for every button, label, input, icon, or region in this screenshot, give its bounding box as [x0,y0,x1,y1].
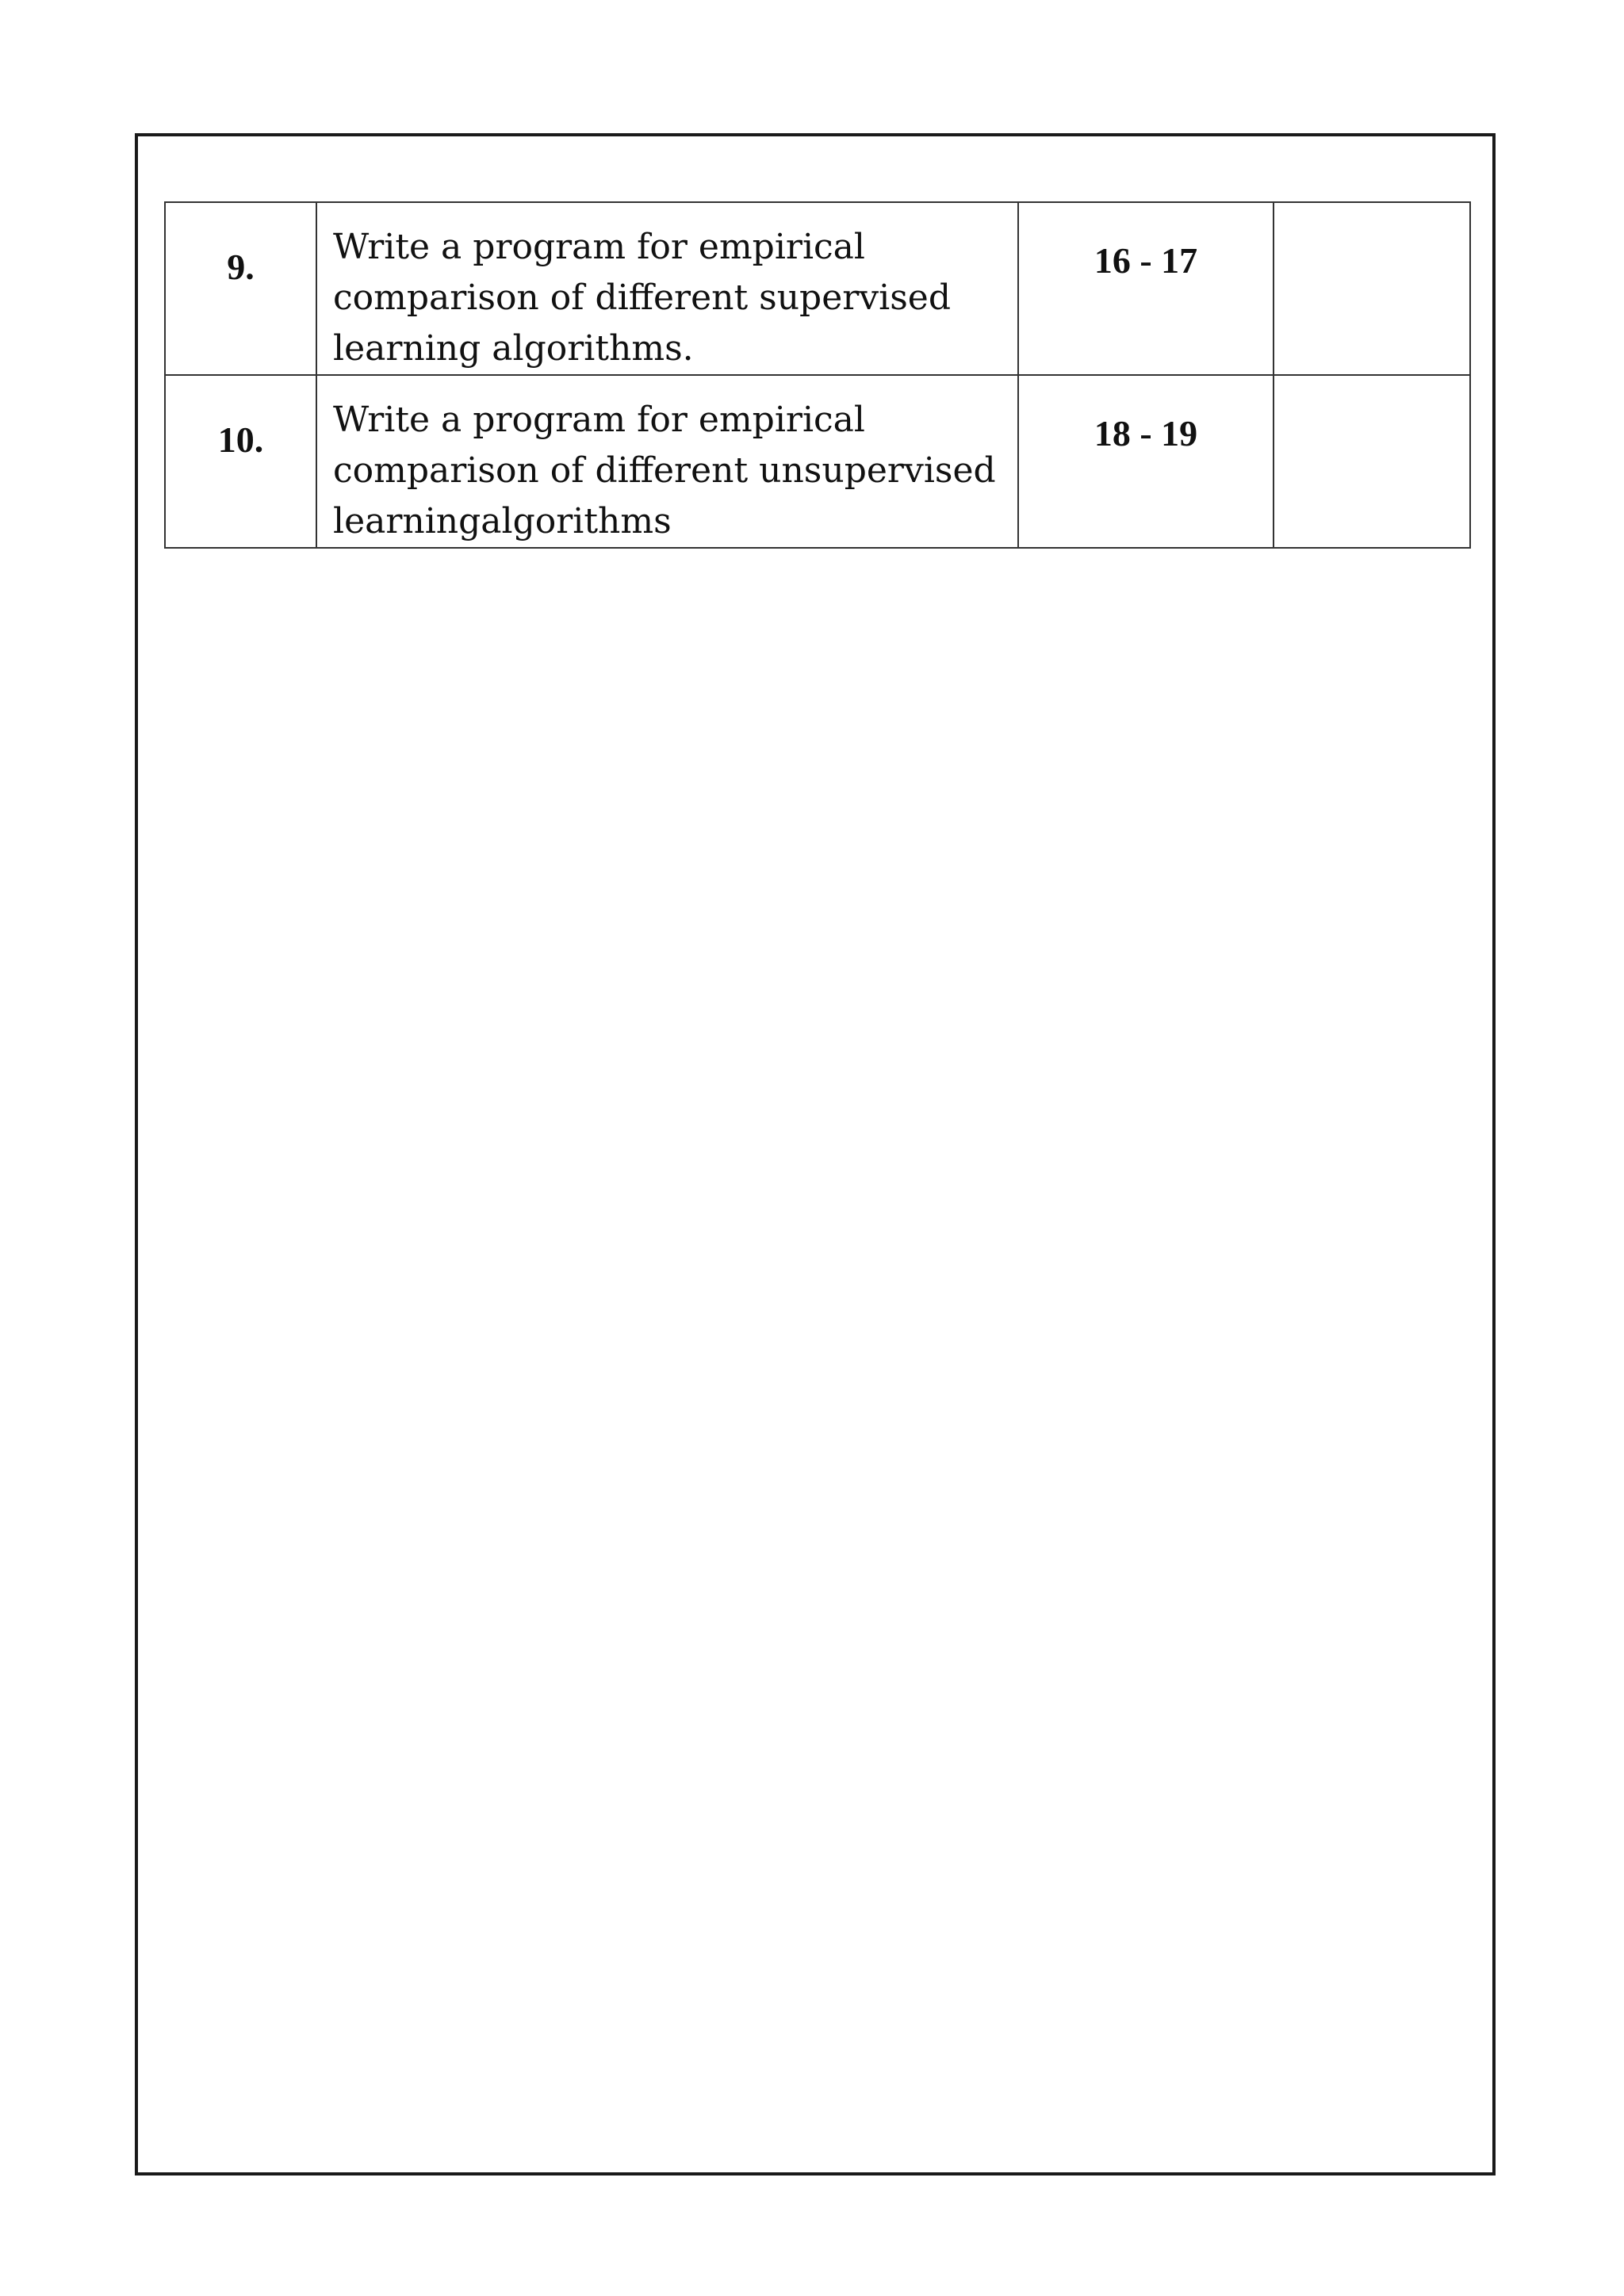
description-line: learning algorithms. [333,328,694,369]
experiment-description [316,375,1018,548]
experiment-number: 10. [165,375,316,548]
page-range: 16 - 17 [1018,202,1274,375]
description-line: comparison of different unsupervised [333,450,996,491]
description-line: Write a program for empirical [333,400,865,440]
signature-cell [1274,202,1470,375]
table-row [165,202,1470,375]
table-row [165,375,1470,548]
experiment-table [164,201,1471,549]
description-line: comparison of different supervised [333,277,952,318]
page-range: 18 - 19 [1018,375,1274,548]
description-line: learningalgorithms [333,501,672,541]
description-line: Write a program for empirical [333,227,865,267]
signature-cell [1274,375,1470,548]
experiment-number: 9. [165,202,316,375]
experiment-description [316,202,1018,375]
